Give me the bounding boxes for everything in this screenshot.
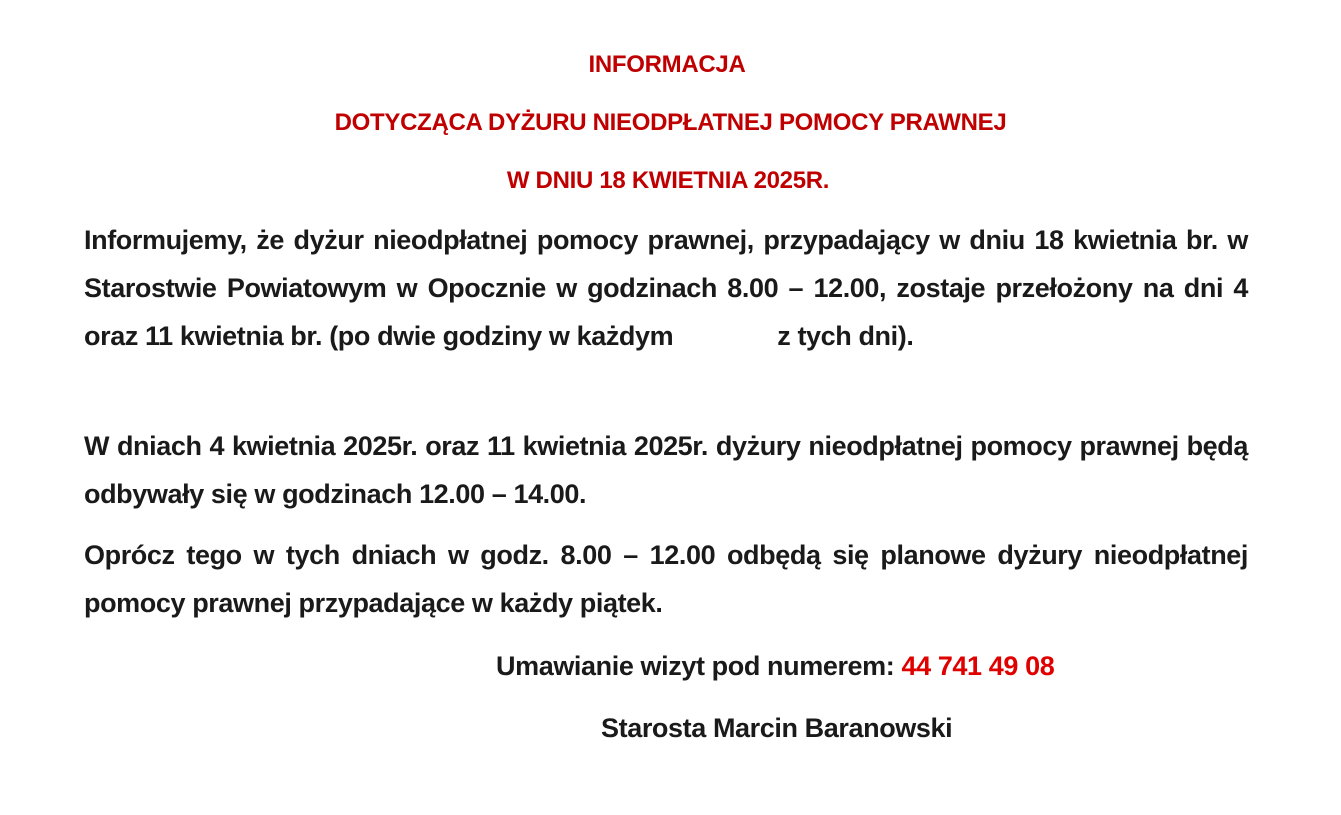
paragraph-rescheduling-text: Informujemy, że dyżur nieodpłatnej pomocy prawnej, przypadający w dniu 18 kwietnia br. w Starostwie Powiatowym w Opocznie w godzinach 8.00 – 12.00, zostaje przełożony na dni 4 oraz 11 kwietnia br. (po dwie godziny w każdym <box>84 225 1248 351</box>
paragraph-rescheduling-end: z tych dni). <box>777 321 914 351</box>
heading-subtitle: DOTYCZĄCA DYŻURU NIEODPŁATNEJ POMOCY PRAWNEJ <box>334 109 1007 136</box>
signature: Starosta Marcin Baranowski <box>601 713 953 743</box>
phone-number: 44 741 49 08 <box>901 651 1055 681</box>
appointment-line <box>496 642 1054 690</box>
paragraph-rescheduling <box>84 216 1248 360</box>
heading-date: W DNIU 18 KWIETNIA 2025R. <box>506 167 830 194</box>
heading-title: INFORMACJA <box>588 51 746 78</box>
paragraph-new-hours: W dniach 4 kwietnia 2025r. oraz 11 kwietnia 2025r. dyżury nieodpłatnej pomocy prawnej będą odbywały się w godzinach 12.00 – 14.00. <box>84 431 1248 509</box>
paragraph-regular-duty: Oprócz tego w tych dniach w godz. 8.00 – 12.00 odbędą się planowe dyżury nieodpłatnej pomocy prawnej przypadające w każdy piątek. <box>84 540 1248 618</box>
appointment-label: Umawianie wizyt pod numerem: <box>496 651 902 681</box>
